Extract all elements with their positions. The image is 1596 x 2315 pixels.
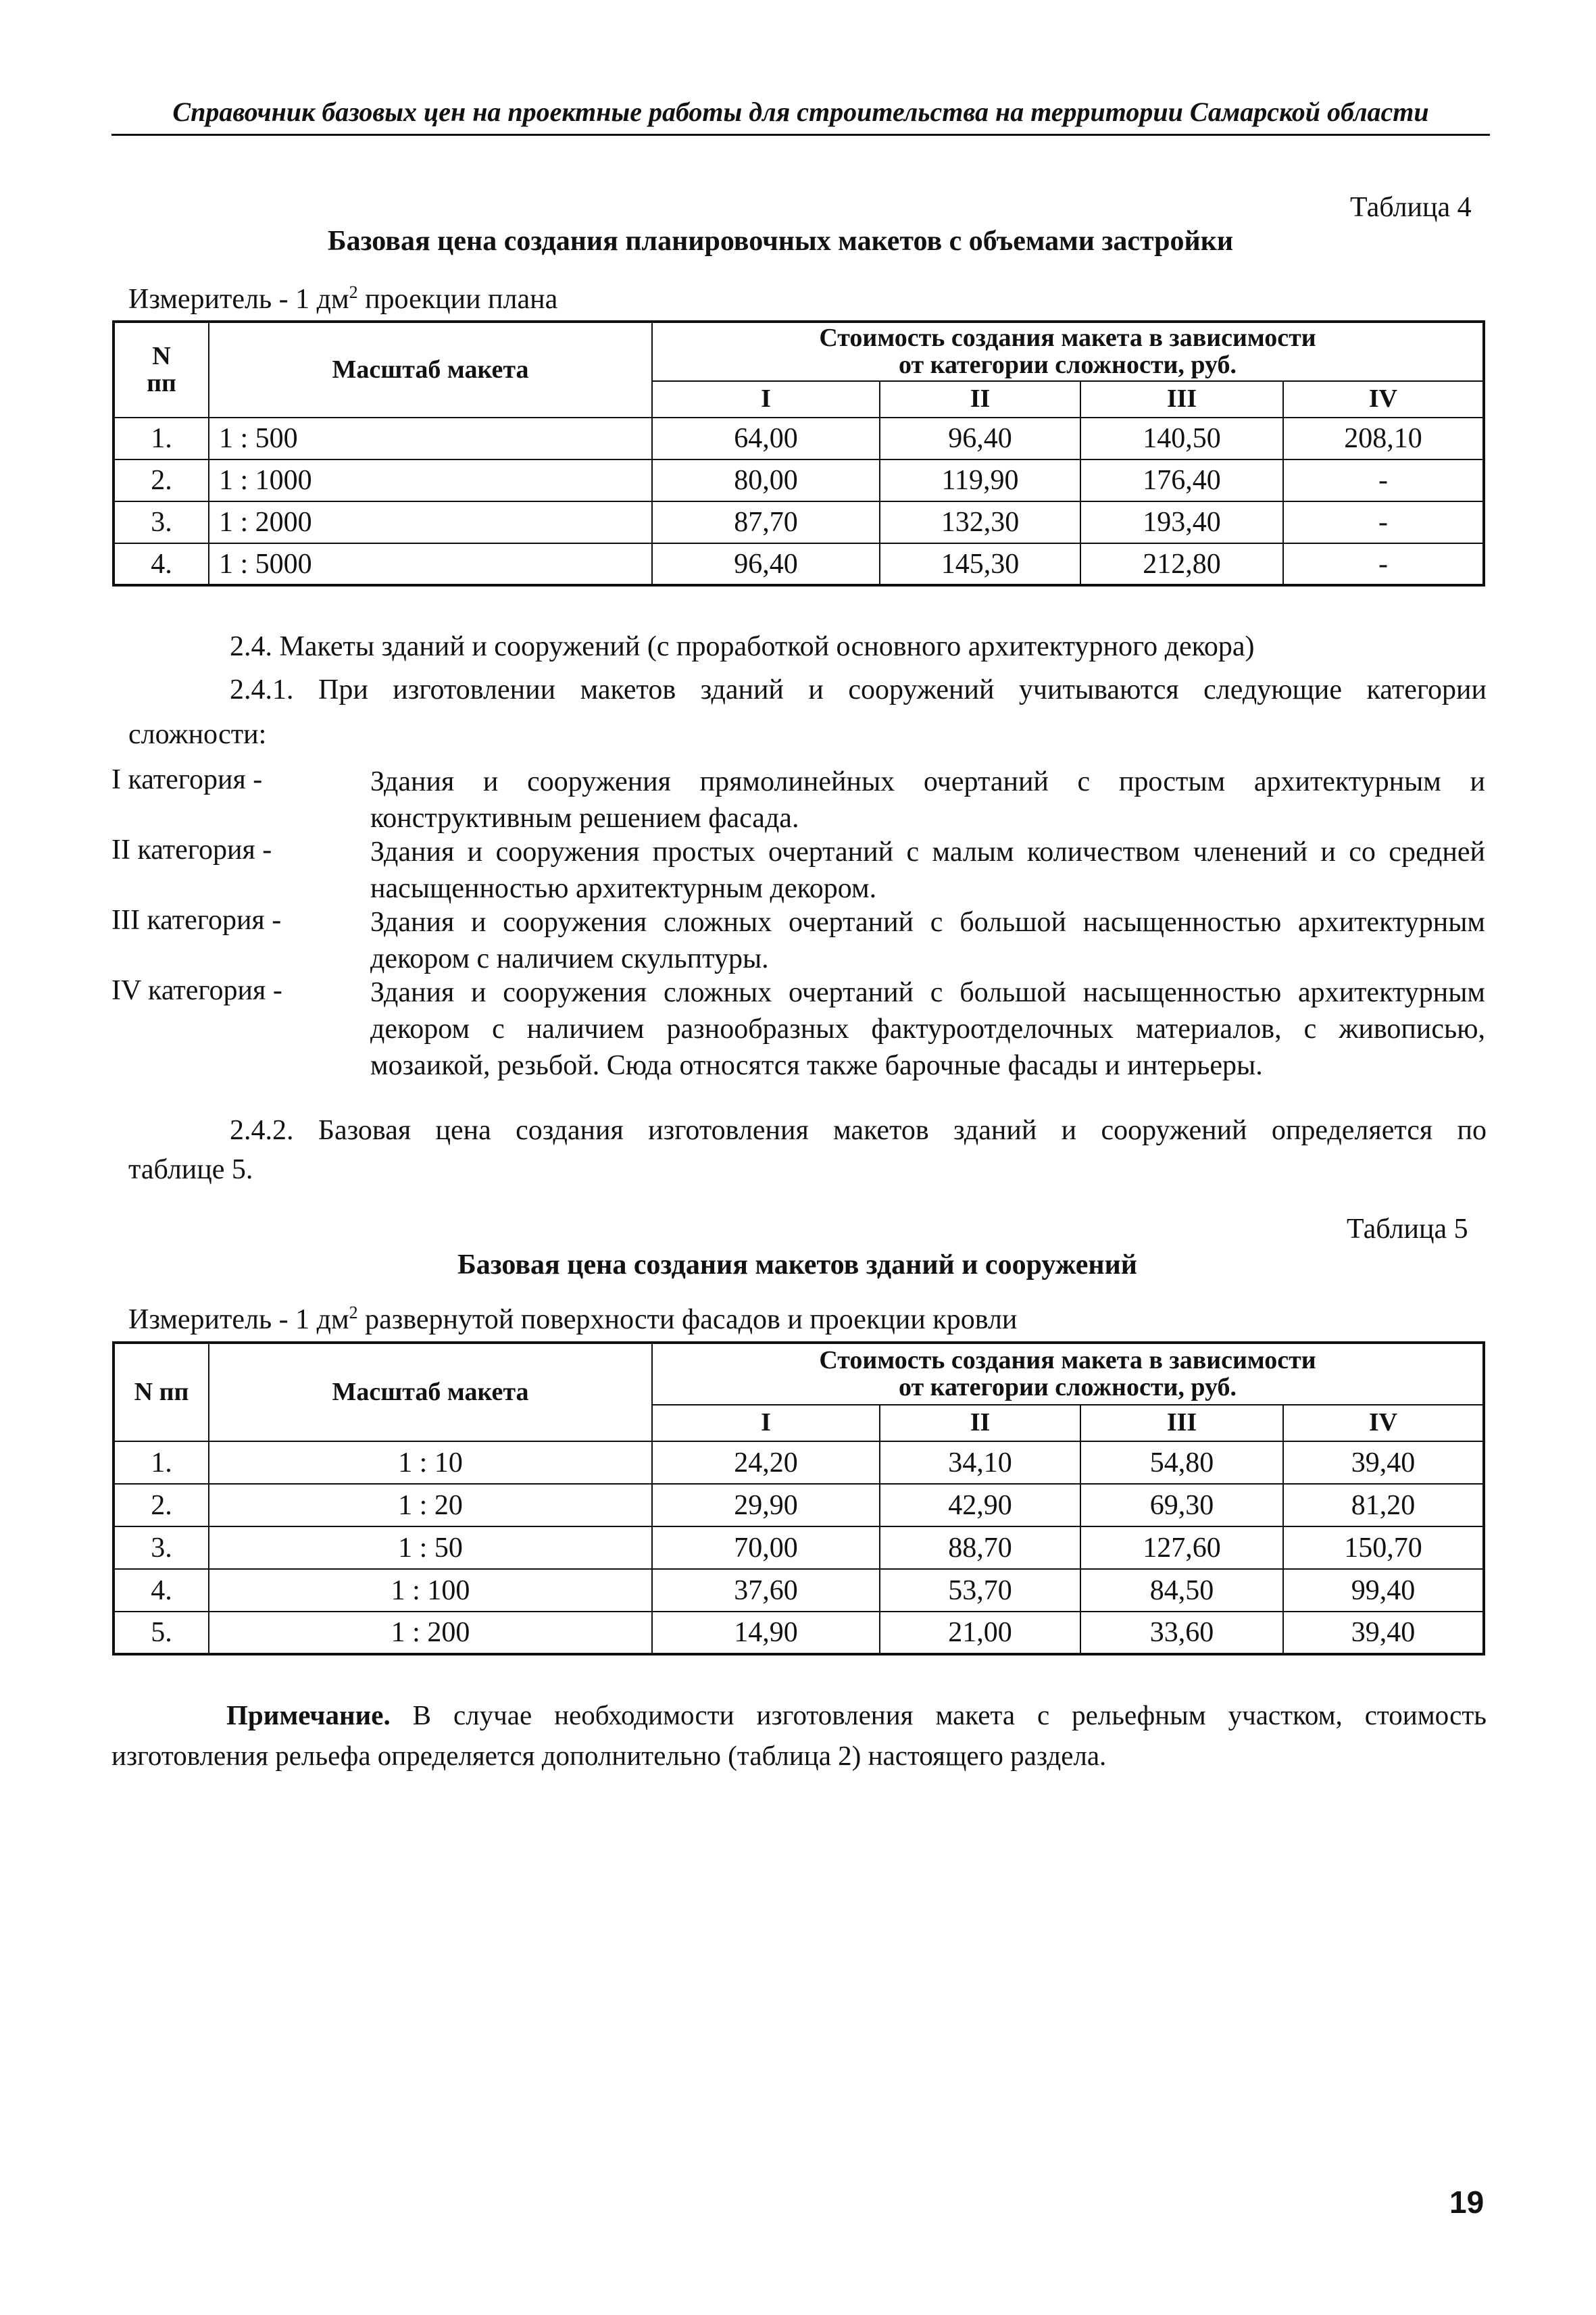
- table-row: [114, 1612, 1484, 1654]
- table4-title: Базовая цена создания планировочных макетов с объемами застройки: [327, 226, 1234, 257]
- row-value-iii: 212,80: [1080, 543, 1283, 585]
- table-row: [114, 1484, 1484, 1526]
- row-value-i: 87,70: [652, 501, 880, 543]
- table5-header-row: [114, 1343, 1484, 1405]
- row-number: 1.: [114, 418, 209, 459]
- table5-cat: I: [652, 1405, 880, 1441]
- table4-col-scale: Масштаб макета: [209, 322, 652, 418]
- row-number: 4.: [114, 543, 209, 585]
- row-value-ii: 88,70: [880, 1526, 1080, 1569]
- row-number: 2.: [114, 459, 209, 501]
- row-value-ii: 42,90: [880, 1484, 1080, 1526]
- row-value-i: 80,00: [652, 459, 880, 501]
- row-value-ii: 53,70: [880, 1569, 1080, 1612]
- row-value-iii: 54,80: [1080, 1441, 1283, 1484]
- row-value-iv: 81,20: [1283, 1484, 1484, 1526]
- page-number: 19: [1449, 2185, 1485, 2220]
- table5-col-scale: Масштаб макета: [209, 1343, 652, 1441]
- table5-title: Базовая цена создания макетов зданий и сооружений: [457, 1249, 1137, 1280]
- category-text: Здания и сооружения прямолинейных очертаний с простым архитектурным и конструктивным решением фасада.: [370, 766, 1485, 834]
- table4-unit: Измеритель - 1 $дм^2$ проекции плана: [128, 282, 558, 315]
- row-scale: 1 : 100: [209, 1569, 652, 1612]
- row-value-i: 24,20: [652, 1441, 880, 1484]
- header-rule: [111, 134, 1490, 136]
- table4-label: Таблица 4: [1350, 192, 1472, 223]
- row-value-iii: 140,50: [1080, 418, 1283, 459]
- row-scale: 1 : 1000: [209, 459, 652, 501]
- table-row: [114, 501, 1484, 543]
- table-row: [114, 1526, 1484, 1569]
- row-number: 2.: [114, 1484, 209, 1526]
- table4-header-row: [114, 322, 1484, 381]
- row-number: 1.: [114, 1441, 209, 1484]
- category-label: III категория -: [111, 905, 282, 936]
- paragraph-2-4-2-cont: таблице 5.: [128, 1154, 253, 1185]
- row-value-i: 70,00: [652, 1526, 880, 1569]
- table5-cat: III: [1080, 1405, 1283, 1441]
- note: [111, 1695, 1487, 1776]
- row-value-iv: 150,70: [1283, 1526, 1484, 1569]
- row-scale: 1 : 50: [209, 1526, 652, 1569]
- row-value-ii: 34,10: [880, 1441, 1080, 1484]
- category-label: I категория -: [111, 764, 263, 795]
- row-number: 3.: [114, 501, 209, 543]
- table5-cat: II: [880, 1405, 1080, 1441]
- table4-col-n: N пп: [114, 322, 209, 418]
- table4-cat: III: [1080, 381, 1283, 418]
- row-value-iii: 193,40: [1080, 501, 1283, 543]
- table-row: [114, 543, 1484, 585]
- row-value-iv: 39,40: [1283, 1441, 1484, 1484]
- row-number: 4.: [114, 1569, 209, 1612]
- row-value-iv: 39,40: [1283, 1612, 1484, 1654]
- note-heading: Примечание.: [226, 1699, 391, 1731]
- table5-unit: Измеритель - 1 $дм^2$ развернутой поверхности фасадов и проекции кровли: [128, 1303, 1018, 1335]
- row-value-iv: 99,40: [1283, 1569, 1484, 1612]
- table4-cat: IV: [1283, 381, 1484, 418]
- table4: [112, 320, 1485, 587]
- row-value-iii: 127,60: [1080, 1526, 1283, 1569]
- row-number: 3.: [114, 1526, 209, 1569]
- row-value-iv: -: [1283, 501, 1484, 543]
- paragraph-2-4-1: 2.4.1. При изготовлении макетов зданий и сооружений учитываются следующие категории: [230, 674, 1487, 705]
- paragraph-2-4-1-cont: сложности:: [128, 719, 267, 750]
- table5-col-n: N пп: [114, 1343, 209, 1441]
- row-value-ii: 21,00: [880, 1612, 1080, 1654]
- row-value-i: 29,90: [652, 1484, 880, 1526]
- row-value-iii: 84,50: [1080, 1569, 1283, 1612]
- table5-label: Таблица 5: [1347, 1214, 1468, 1245]
- table-row: [114, 1441, 1484, 1484]
- note-text: В случае необходимости изготовления макета с рельефным участком, стоимость изготовления рельефа определяется дополнительно (таблица 2) настоящего раздела.: [111, 1699, 1487, 1771]
- table-row: [114, 418, 1484, 459]
- row-scale: 1 : 10: [209, 1441, 652, 1484]
- table4-col-cost: Стоимость создания макета в зависимости от категории сложности, руб.: [652, 322, 1484, 381]
- table4-cat: I: [652, 381, 880, 418]
- row-value-i: 64,00: [652, 418, 880, 459]
- row-scale: 1 : 2000: [209, 501, 652, 543]
- paragraph-2-4-2: 2.4.2. Базовая цена создания изготовления макетов зданий и сооружений определяется по: [230, 1115, 1487, 1146]
- row-value-iii: 176,40: [1080, 459, 1283, 501]
- row-value-iii: 33,60: [1080, 1612, 1283, 1654]
- running-header: Справочник базовых цен на проектные работы для строительства на территории Самарской области: [172, 97, 1429, 127]
- row-scale: 1 : 5000: [209, 543, 652, 585]
- row-value-iv: 208,10: [1283, 418, 1484, 459]
- table-row: [114, 459, 1484, 501]
- row-value-ii: 132,30: [880, 501, 1080, 543]
- row-value-ii: 96,40: [880, 418, 1080, 459]
- table4-cat: II: [880, 381, 1080, 418]
- category-text: Здания и сооружения сложных очертаний с большой насыщенностью архитектурным декором с наличием скульптуры.: [370, 907, 1485, 974]
- row-value-i: 37,60: [652, 1569, 880, 1612]
- row-scale: 1 : 200: [209, 1612, 652, 1654]
- row-value-iv: -: [1283, 543, 1484, 585]
- row-value-ii: 145,30: [880, 543, 1080, 585]
- row-number: 5.: [114, 1612, 209, 1654]
- row-value-ii: 119,90: [880, 459, 1080, 501]
- category-label: IV категория -: [111, 975, 282, 1006]
- category-text: Здания и сооружения сложных очертаний с большой насыщенностью архитектурным декором с наличием разнообразных фактуроотделочных материалов, с живописью, мозаикой, резьбой. Сюда относятся также барочные фасады и интерьеры.: [370, 977, 1485, 1081]
- row-value-i: 96,40: [652, 543, 880, 585]
- table5-cat: IV: [1283, 1405, 1484, 1441]
- row-scale: 1 : 500: [209, 418, 652, 459]
- table5-col-cost: Стоимость создания макета в зависимости от категории сложности, руб.: [652, 1343, 1484, 1405]
- row-scale: 1 : 20: [209, 1484, 652, 1526]
- row-value-iv: -: [1283, 459, 1484, 501]
- row-value-i: 14,90: [652, 1612, 880, 1654]
- table5: [112, 1341, 1485, 1656]
- table-row: [114, 1569, 1484, 1612]
- category-label: II категория -: [111, 835, 272, 866]
- paragraph-2-4: 2.4. Макеты зданий и сооружений (с проработкой основного архитектурного декора): [230, 631, 1255, 662]
- row-value-iii: 69,30: [1080, 1484, 1283, 1526]
- category-text: Здания и сооружения простых очертаний с малым количеством членений и со средней насыщенностью архитектурным декором.: [370, 837, 1485, 904]
